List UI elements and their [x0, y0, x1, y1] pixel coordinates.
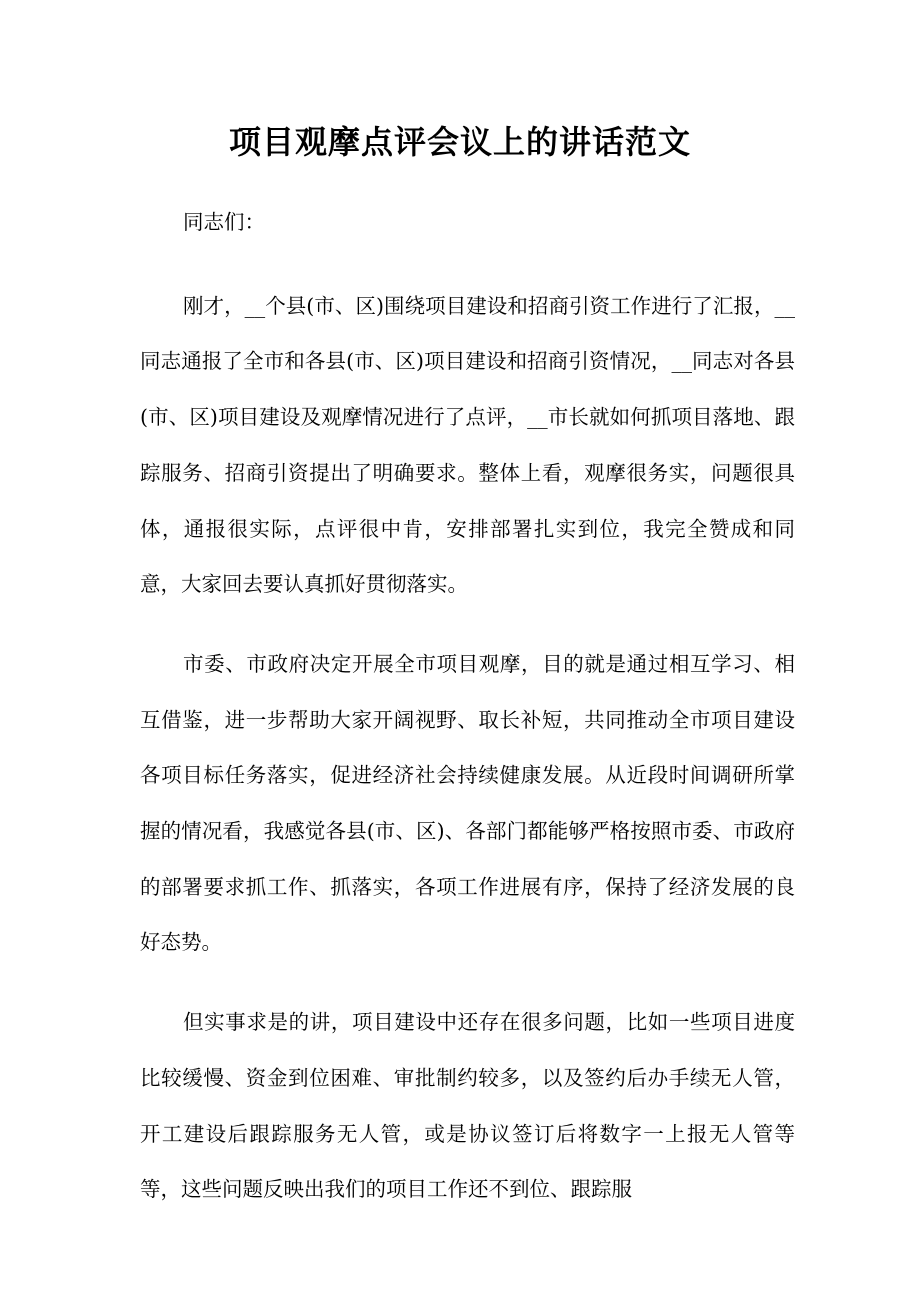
- document-body: [140, 195, 795, 1242]
- document-title: 项目观摩点评会议上的讲话范文: [228, 123, 691, 161]
- paragraph-3: 但实事求是的讲，项目建设中还存在很多问题，比如一些项目进度比较缓慢、资金到位困难、审批制约较多，以及签约后办手续无人管，开工建设后跟踪服务无人管，或是协议签订后将数字一上报无人管等等，这些问题反映出我们的项目工作还不到位、跟踪服: [140, 1010, 795, 1202]
- paragraph-2: 市委、市政府决定开展全市项目观摩，目的就是通过相互学习、相互借鉴，进一步帮助大家开阔视野、取长补短，共同推动全市项目建设各项目标任务落实，促进经济社会持续健康发展。从近段时间调研所掌握的情况看，我感觉各县(市、区)、各部门都能够严格按照市委、市政府的部署要求抓工作、抓落实，各项工作进展有序，保持了经济发展的良好态势。: [140, 651, 795, 955]
- salutation: 同志们：: [183, 210, 265, 234]
- paragraph-1: 刚才，__个县(市、区)围绕项目建设和招商引资工作进行了汇报，__同志通报了全市和各县(市、区)项目建设和招商引资情况，__同志对各县(市、区)项目建设及观摩情况进行了点评，__市长就如何抓项目落地、跟踪服务、招商引资提出了明确要求。整体上看，观摩很务实，问题很具体，通报很实际，点评很中肯，安排部署扎实到位，我完全赞成和同意，大家回去要认真抓好贯彻落实。: [140, 293, 795, 597]
